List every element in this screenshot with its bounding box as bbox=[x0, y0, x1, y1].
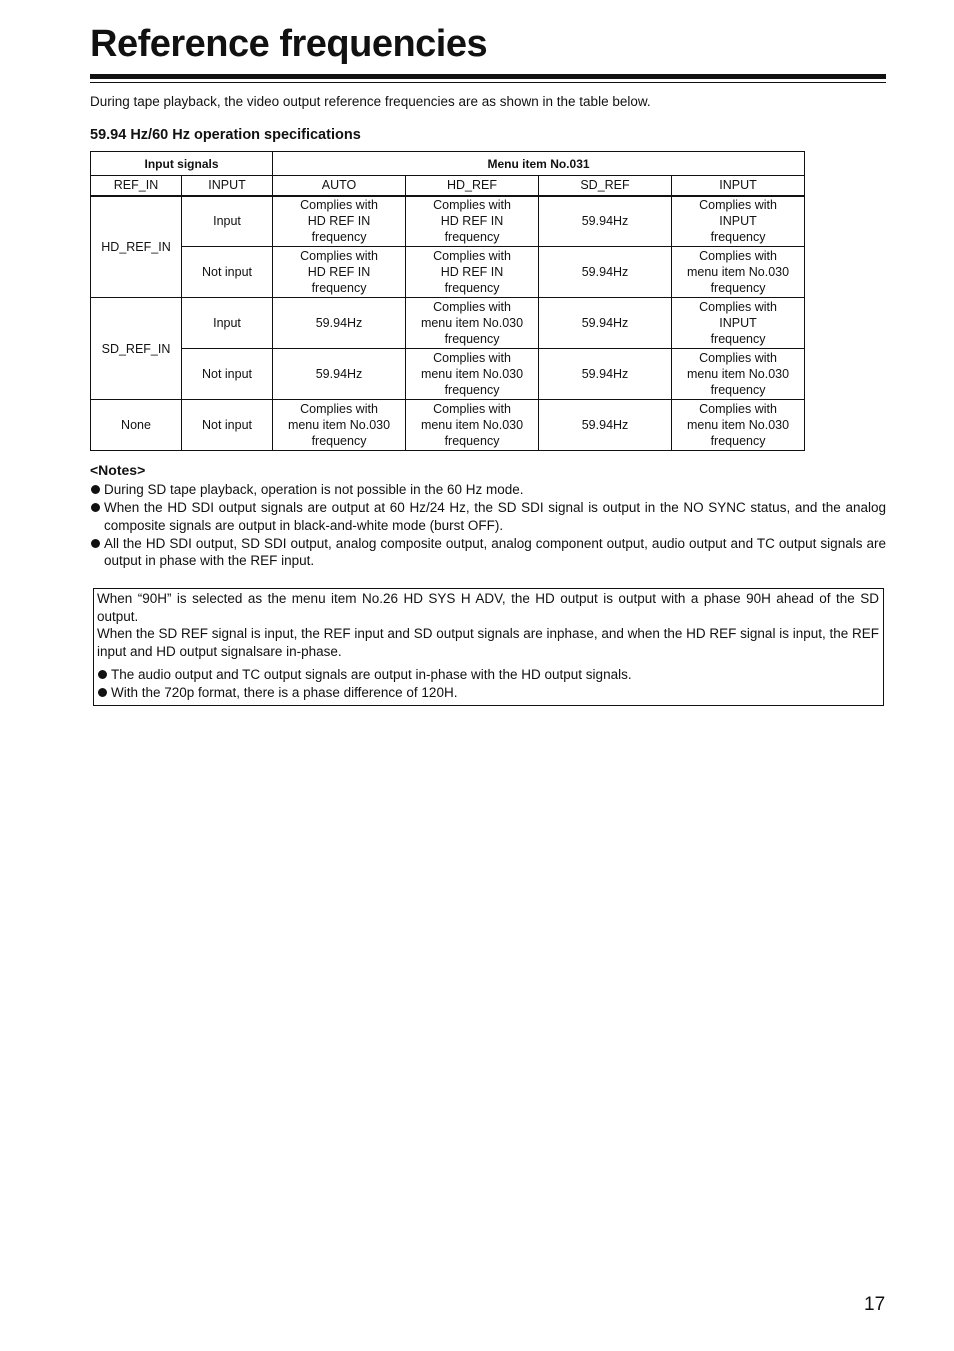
input-cell: Input bbox=[182, 196, 273, 247]
section-heading: 59.94 Hz/60 Hz operation specifications bbox=[90, 127, 361, 143]
bullet-icon bbox=[91, 503, 100, 512]
bullet-icon bbox=[91, 539, 100, 548]
col-header-input-freq: INPUT bbox=[672, 176, 805, 196]
info-bullets bbox=[97, 666, 879, 701]
bullet-icon bbox=[98, 688, 107, 697]
table-cell: Complies with INPUT frequency bbox=[672, 298, 805, 349]
table-cell: Complies with menu item No.030 frequency bbox=[672, 349, 805, 400]
info-box bbox=[93, 588, 884, 706]
table-row bbox=[91, 298, 805, 349]
note-text: All the HD SDI output, SD SDI output, analog composite output, analog component output, audio output and TC output signals are output in phase with the REF input. bbox=[104, 535, 886, 568]
table-cell: 59.94Hz bbox=[539, 400, 672, 451]
ref-in-cell: None bbox=[91, 400, 182, 451]
intro-text: During tape playback, the video output reference frequencies are as shown in the table below. bbox=[90, 94, 651, 109]
table-cell: Complies with menu item No.030 frequency bbox=[672, 400, 805, 451]
info-bullet-text: With the 720p format, there is a phase difference of 120H. bbox=[111, 684, 458, 700]
table-cell: 59.94Hz bbox=[273, 298, 406, 349]
table-cell: Complies with HD REF IN frequency bbox=[273, 196, 406, 247]
header-menu-item: Menu item No.031 bbox=[273, 152, 805, 176]
frequency-table bbox=[90, 151, 805, 451]
col-header-sd-ref: SD_REF bbox=[539, 176, 672, 196]
title-rule-thick bbox=[90, 74, 886, 79]
col-header-input: INPUT bbox=[182, 176, 273, 196]
info-paragraph: When the SD REF signal is input, the REF input and SD output signals are inphase, and when the HD REF signal is input, the REF input and HD output signalsare in-phase. bbox=[97, 626, 879, 659]
table-cell: 59.94Hz bbox=[273, 349, 406, 400]
table-cell: Complies with HD REF IN frequency bbox=[406, 247, 539, 298]
ref-in-cell: SD_REF_IN bbox=[91, 298, 182, 400]
ref-in-cell: HD_REF_IN bbox=[91, 196, 182, 298]
notes-list bbox=[90, 481, 886, 570]
col-header-ref-in: REF_IN bbox=[91, 176, 182, 196]
input-cell: Not input bbox=[182, 349, 273, 400]
title-rule-thin bbox=[90, 82, 886, 83]
page-number: 17 bbox=[864, 1294, 886, 1315]
note-item bbox=[90, 499, 886, 534]
info-paragraph: When “90H” is selected as the menu item No.26 HD SYS H ADV, the HD output is output with a phase 90H ahead of the SD output. bbox=[97, 591, 879, 624]
col-header-hd-ref: HD_REF bbox=[406, 176, 539, 196]
table-cell: Complies with menu item No.030 frequency bbox=[406, 298, 539, 349]
table-cell: Complies with menu item No.030 frequency bbox=[406, 400, 539, 451]
table-cell: Complies with menu item No.030 frequency bbox=[273, 400, 406, 451]
notes-heading: <Notes> bbox=[90, 462, 146, 478]
input-cell: Not input bbox=[182, 400, 273, 451]
table-cell: Complies with HD REF IN frequency bbox=[406, 196, 539, 247]
table-cell: 59.94Hz bbox=[539, 247, 672, 298]
table-cell: 59.94Hz bbox=[539, 349, 672, 400]
note-text: When the HD SDI output signals are output at 60 Hz/24 Hz, the SD SDI signal is output in the NO SYNC status, and the analog composite signals are output in black-and-white mode (burst OFF). bbox=[104, 500, 886, 533]
input-cell: Input bbox=[182, 298, 273, 349]
col-header-auto: AUTO bbox=[273, 176, 406, 196]
info-bullet-text: The audio output and TC output signals are output in-phase with the HD output signals. bbox=[111, 667, 632, 682]
table-row bbox=[91, 349, 805, 400]
table-cell: Complies with menu item No.030 frequency bbox=[406, 349, 539, 400]
table-cell: 59.94Hz bbox=[539, 298, 672, 349]
info-bullet-item bbox=[97, 684, 879, 702]
info-bullet-item bbox=[97, 666, 879, 684]
bullet-icon bbox=[98, 670, 107, 679]
input-cell: Not input bbox=[182, 247, 273, 298]
table-cell: Complies with HD REF IN frequency bbox=[273, 247, 406, 298]
bullet-icon bbox=[91, 485, 100, 494]
note-item bbox=[90, 481, 886, 499]
note-item bbox=[90, 535, 886, 570]
page-title: Reference frequencies bbox=[90, 23, 488, 65]
header-input-signals: Input signals bbox=[91, 152, 273, 176]
table-cell: Complies with menu item No.030 frequency bbox=[672, 247, 805, 298]
table-cell: Complies with INPUT frequency bbox=[672, 196, 805, 247]
table-cell: 59.94Hz bbox=[539, 196, 672, 247]
table-row bbox=[91, 400, 805, 451]
note-text: During SD tape playback, operation is not possible in the 60 Hz mode. bbox=[104, 482, 524, 497]
table-row bbox=[91, 196, 805, 247]
table-row bbox=[91, 247, 805, 298]
